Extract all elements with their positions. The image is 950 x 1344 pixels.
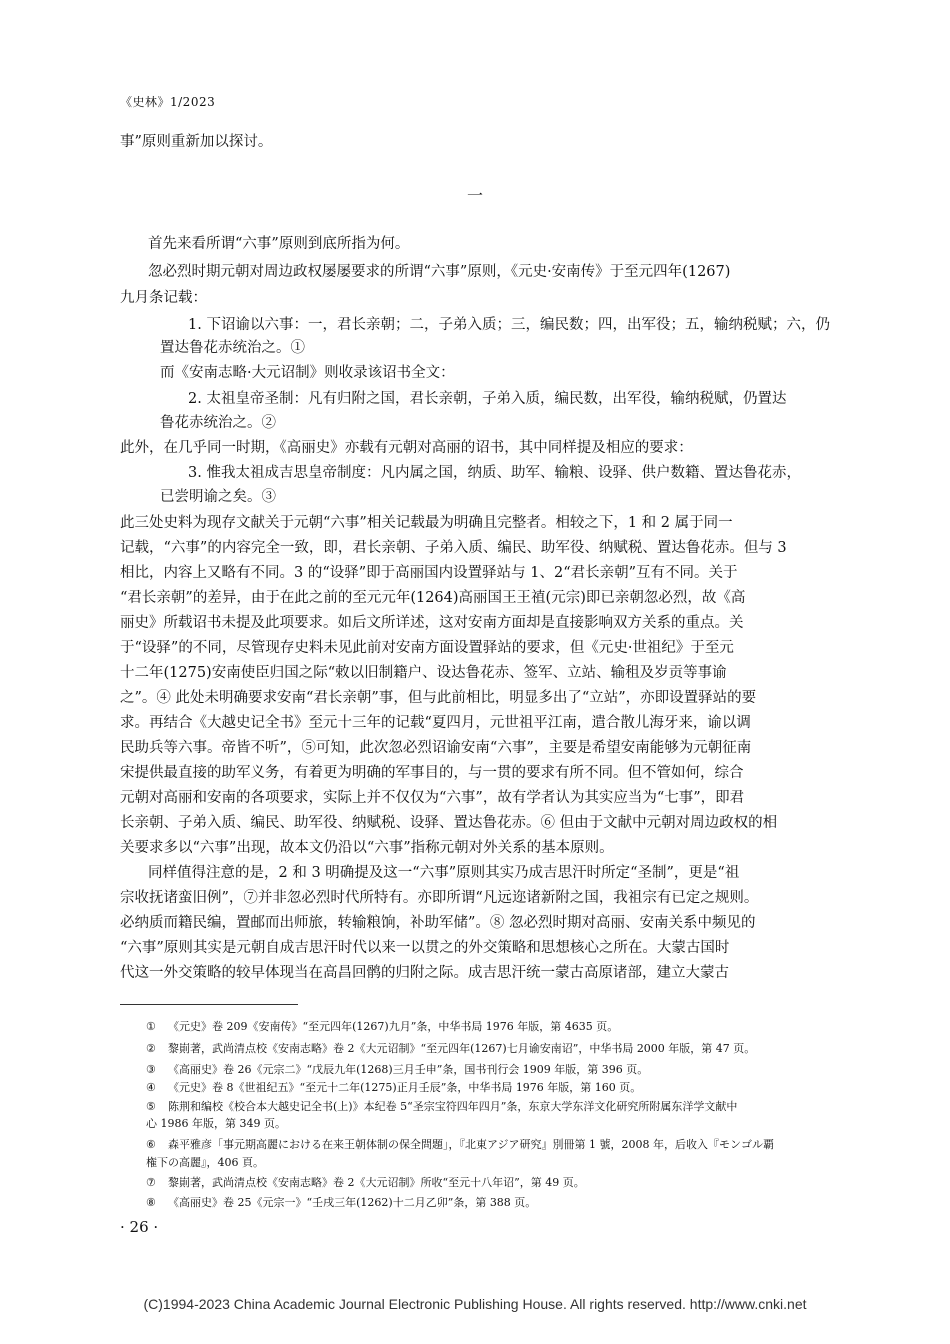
- page-number: · 26 ·: [120, 1218, 159, 1236]
- paragraph-line: 宋提供最直接的助军义务，有着更为明确的军事目的，与一贯的要求有所不同。但不管如何，综合: [120, 765, 744, 781]
- paragraph-line: “君长亲朝”的差异，由于在此之前的至元元年(1264)高丽国王王禃(元宗)即已亲朝忽必烈，故《高: [120, 590, 746, 606]
- paragraph-line: 关要求多以“六事”出现，故本文仍沿以“六事”指称元朝对外关系的基本原则。: [120, 840, 614, 856]
- journal-header: 《史林》1/2023: [120, 95, 216, 109]
- quote-line: 已尝明谕之矣。③: [160, 489, 276, 505]
- quote-line: 1. 下诏谕以六事：一，君长亲朝；二，子弟入质；三，编民数；四，出军役；五，输纳税赋；六，仍: [188, 317, 830, 333]
- quote-line: 2. 太祖皇帝圣制：凡有归附之国，君长亲朝，子弟入质，编民数，出军役，输纳税赋，仍置达: [188, 391, 787, 407]
- paragraph-line: 元朝对高丽和安南的各项要求，实际上并不仅仅为“六事”，故有学者认为其实应当为“七事”，即君: [120, 790, 745, 806]
- paragraph-line: 而《安南志略·大元诏制》则收录该诏书全文：: [160, 365, 455, 381]
- paragraph-line: 记载，“六事”的内容完全一致，即，君长亲朝、子弟入质、编民、助军役、纳赋税、置达鲁花赤。但与 3: [120, 540, 787, 556]
- paragraph-line: 此三处史料为现存文献关于元朝“六事”相关记载最为明确且完整者。相较之下，1 和 2 属于同一: [120, 515, 733, 531]
- paragraph-line: 代这一外交策略的较早体现当在高昌回鹘的归附之际。成吉思汗统一蒙古高原诸部，建立大蒙古: [120, 965, 729, 981]
- paragraph-line: 忽必烈时期元朝对周边政权屡屡要求的所谓“六事”原则，《元史·安南传》于至元四年(1267): [148, 264, 731, 280]
- footnote-continuation: 心 1986 年版，第 349 页。: [146, 1117, 286, 1130]
- paragraph-line: 九月条记载：: [120, 290, 207, 306]
- paragraph-line: 必纳质而籍民编，置邮而出师旅，转输粮饷，补助军储”。⑧ 忽必烈时期对高丽、安南关系中频见的: [120, 915, 756, 931]
- paragraph-line: 十二年(1275)安南使臣归国之际“敕以旧制籍户、设达鲁花赤、签军、立站、输租及岁贡等事谕: [120, 665, 727, 681]
- footnote-item: ⑤ 陈荆和编校《校合本大越史记全书(上)》本纪卷 5“圣宗宝符四年四月”条，东京大学东洋文化研究所附属东洋学文献中: [146, 1100, 738, 1113]
- paragraph-line: 于“设驿”的不同，尽管现存史料未见此前对安南方面设置驿站的要求，但《元史·世祖纪》于至元: [120, 640, 734, 656]
- quote-line: 3. 惟我太祖成吉思皇帝制度：凡内属之国，纳质、助军、输粮、设驿、供户数籍、置达鲁花赤，: [188, 465, 801, 481]
- paragraph-line: 丽史》所载诏书未提及此项要求。如后文所详述，这对安南方面却是直接影响双方关系的重点。关: [120, 615, 744, 631]
- footnote-item: ③ 《高丽史》卷 26《元宗二》“戊辰九年(1268)三月壬申”条，国书刊行会 1909 年版，第 396 页。: [146, 1063, 649, 1076]
- footnote-item: ④ 《元史》卷 8《世祖纪五》“至元十二年(1275)正月壬辰”条，中华书局 1976 年版，第 160 页。: [146, 1081, 642, 1094]
- paragraph-line: 宗收抚诸蛮旧例”，⑦并非忽必烈时代所特有。亦即所谓“凡远迩诸新附之国，我祖宗有已定之规则。: [120, 890, 759, 906]
- copyright-notice: (C)1994-2023 China Academic Journal Electronic Publishing House. All rights reserved. http://www.cnki.net: [143, 1296, 807, 1312]
- footnote-divider: [120, 1004, 298, 1005]
- footnote-item: ⑧ 《高丽史》卷 25《元宗一》“壬戌三年(1262)十二月乙卯”条，第 388 页。: [146, 1196, 537, 1209]
- paragraph-line: “六事”原则其实是元朝自成吉思汗时代以来一以贯之的外交策略和思想核心之所在。大蒙古国时: [120, 940, 730, 956]
- paragraph-line: 此外，在几乎同一时期，《高丽史》亦载有元朝对高丽的诏书，其中同样提及相应的要求：: [120, 440, 693, 456]
- quote-line: 置达鲁花赤统治之。①: [160, 340, 305, 356]
- paragraph-line: 民助兵等六事。帝皆不听”，⑤可知，此次忽必烈诏谕安南“六事”，主要是希望安南能够为元朝征南: [120, 740, 752, 756]
- paragraph-line: 同样值得注意的是，2 和 3 明确提及这一“六事”原则其实乃成吉思汗时所定“圣制”，更是“祖: [148, 865, 740, 881]
- paragraph-line: 求。再结合《大越史记全书》至元十三年的记载“夏四月，元世祖平江南，遣合散儿海牙来，谕以调: [120, 715, 751, 731]
- footnote-item: ⑥ 森平雅彦「事元期高麗における在来王朝体制の保全問題」，『北東アジア研究』別冊第 1 號，2008 年，后收入『モンゴル覇: [146, 1138, 775, 1151]
- footnote-continuation: 権下の高麗』，406 頁。: [146, 1156, 264, 1169]
- paragraph-line: 相比，内容上又略有不同。3 的“设驿”即于高丽国内设置驿站与 1、2“君长亲朝”互有不同。关于: [120, 565, 738, 581]
- footnote-item: ① 《元史》卷 209《安南传》“至元四年(1267)九月”条，中华书局 1976 年版，第 4635 页。: [146, 1020, 619, 1033]
- continuation-line: 事”原则重新加以探讨。: [120, 134, 273, 150]
- footnote-item: ② 黎崱著，武尚清点校《安南志略》卷 2《大元诏制》“至元四年(1267)七月谕安南诏”，中华书局 2000 年版，第 47 页。: [146, 1042, 756, 1055]
- footnote-item: ⑦ 黎崱著，武尚清点校《安南志略》卷 2《大元诏制》所收“至元十八年诏”，第 49 页。: [146, 1176, 585, 1189]
- section-number: 一: [466, 186, 483, 205]
- paragraph-line: 之”。④ 此处未明确要求安南“君长亲朝”事，但与此前相比，明显多出了“立站”，亦即设置驿站的要: [120, 690, 757, 706]
- paragraph-line: 长亲朝、子弟入质、编民、助军役、纳赋税、设驿、置达鲁花赤。⑥ 但由于文献中元朝对周边政权的相: [120, 815, 778, 831]
- quote-line: 鲁花赤统治之。②: [160, 415, 276, 431]
- paragraph-line: 首先来看所谓“六事”原则到底所指为何。: [148, 236, 410, 252]
